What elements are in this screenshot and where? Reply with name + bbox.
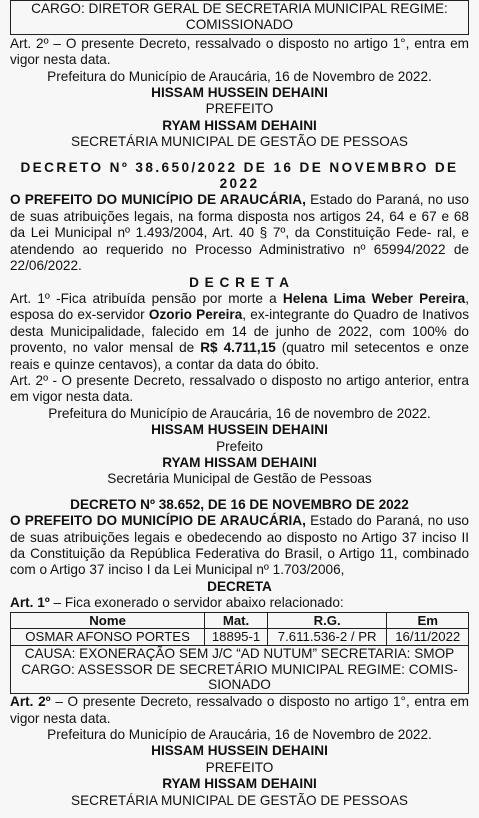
- preamble-text: Estado do Paraná, no uso de suas atribuições legais, na forma disposta nos artigos 24, 64 e 67 e 68 da Lei Municipal nº 1.493/2004, Art. 40 § 7º, da Constituição Fede- ral, e atendendo ao requerido no Processo Administrativo nº 65994/2022 de 22/06/2022.: [10, 192, 469, 274]
- header-em: Em: [387, 612, 469, 629]
- art1-part-d: (quatro mil setecentos e onze reais e quinze centavos), a contar da data do óbito.: [10, 340, 469, 372]
- cargo-box: [10, 0, 469, 35]
- place-date: Prefeitura do Município de Araucária, 16 de Novembro de 2022.: [47, 68, 432, 84]
- art1-part-c: , ex-integrante do Quadro de Inativos desta Municipalidade, falecido em 14 de junho de 2022, com 100% do provento, no valor mensal de: [10, 307, 469, 356]
- art2-text: – O presente Decreto, ressalvado o disposto no artigo 1°, entra em vigor nesta data.: [10, 694, 469, 726]
- causa-cargo-box: [10, 646, 469, 694]
- art2-label: Art. 2º: [10, 694, 51, 710]
- art1-part-a: Art. 1º -Fica atribuída pensão por morte a: [10, 290, 283, 306]
- decree-650-decreta: D E C R E T A: [189, 274, 290, 290]
- cell-em: 16/11/2022: [387, 629, 469, 646]
- decree-650-mayor-name: HISSAM HUSSEIN DEHAINI: [151, 422, 328, 438]
- preamble-bold: O PREFEITO DO MUNICÍPIO DE ARAUCÁRIA,: [10, 513, 306, 529]
- decree-652-title: DECRETO Nº 38.652, DE 16 DE NOVEMBRO DE 2022: [70, 496, 409, 512]
- secretary-name: RYAM HISSAM DEHAINI: [162, 117, 317, 133]
- preamble-bold: O PREFEITO DO MUNICÍPIO DE ARAUCÁRIA,: [10, 192, 306, 208]
- preamble-text: Estado do Paraná, no uso de suas atribuições legais e obedecendo ao disposto no Artigo 37 inciso II da Constituição da República Federativa do Brasil, o Artigo 11, combinado com o Artigo 37 inciso I da Lei Municipal nº 1.703/2006,: [10, 513, 469, 578]
- cell-nome: OSMAR AFONSO PORTES: [11, 629, 205, 646]
- cell-mat: 18895-1: [205, 629, 268, 646]
- art2-text: Art. 2º – O presente Decreto, ressalvado o disposto no artigo 1°, entra em vigor nesta data.: [10, 35, 469, 68]
- decree-650-place-date: Prefeitura do Município de Araucária, 16 de novembro de 2022.: [48, 405, 431, 421]
- decree-652-art1: [10, 595, 469, 611]
- decree-650-secretary-name: RYAM HISSAM DEHAINI: [162, 454, 317, 470]
- header-nome: Nome: [11, 612, 205, 629]
- decree-652-preamble: [10, 513, 469, 579]
- table-header-row: [11, 612, 469, 629]
- cargo-text: CARGO: ASSESSOR DE SECRETÁRIO MUNICIPAL REGIME: COMIS- SIONADO: [21, 661, 458, 693]
- decree-652-decreta: DECRETA: [207, 578, 272, 594]
- art1-part-b: , esposa do ex-servidor: [10, 290, 469, 323]
- decree-650-preamble: [10, 192, 469, 274]
- decree-650-art2: Art. 2º - O presente Decreto, ressalvado o disposto no artigo anterior, entra em vigor nesta data.: [10, 372, 469, 405]
- art1-text: – Fica exonerado o servidor abaixo relacionado:: [49, 595, 344, 611]
- decree-652-mayor-name: HISSAM HUSSEIN DEHAINI: [151, 743, 328, 759]
- cell-rg: 7.611.536-2 / PR: [267, 629, 387, 646]
- header-mat: Mat.: [205, 612, 268, 629]
- former-employee-name: Ozorio Pereira: [148, 307, 243, 323]
- cargo-text: CARGO: DIRETOR GERAL DE SECRETARIA MUNICIPAL REGIME: COMISSIONADO: [31, 1, 448, 33]
- mayor-name: HISSAM HUSSEIN DEHAINI: [151, 85, 328, 101]
- pension-value: R$ 4.711,15: [200, 340, 276, 356]
- decree-650-mayor-title: Prefeito: [216, 438, 263, 454]
- header-rg: R.G.: [267, 612, 387, 629]
- decree-650-secretary-title: Secretária Municipal de Gestão de Pessoas: [107, 471, 372, 487]
- mayor-title: PREFEITO: [205, 101, 274, 117]
- beneficiary-name: Helena Lima Weber Pereira: [282, 290, 466, 306]
- secretary-title: SECRETÁRIA MUNICIPAL DE GESTÃO DE PESSOAS: [71, 134, 408, 150]
- table-row: [11, 629, 469, 646]
- decree-652-secretary-name: RYAM HISSAM DEHAINI: [162, 776, 317, 792]
- decree-650-title: DECRETO Nº 38.650/2022 DE 16 DE NOVEMBRO DE 2022: [20, 159, 459, 192]
- causa-text: CAUSA: EXONERAÇÃO SEM J/C “AD NUTUM” SECRETARIA: SMOP: [24, 645, 455, 661]
- art1-label: Art. 1º: [10, 595, 50, 611]
- decree-652-mayor-title: PREFEITO: [205, 759, 274, 775]
- employee-table: [10, 612, 469, 646]
- decree-652-place-date: Prefeitura do Município de Araucária, 16 de Novembro de 2022.: [47, 727, 432, 743]
- decree-652-art2: [10, 694, 469, 727]
- decree-650-art1: [10, 291, 469, 373]
- decree-652-secretary-title: SECRETÁRIA MUNICIPAL DE GESTÃO DE PESSOAS: [71, 792, 408, 808]
